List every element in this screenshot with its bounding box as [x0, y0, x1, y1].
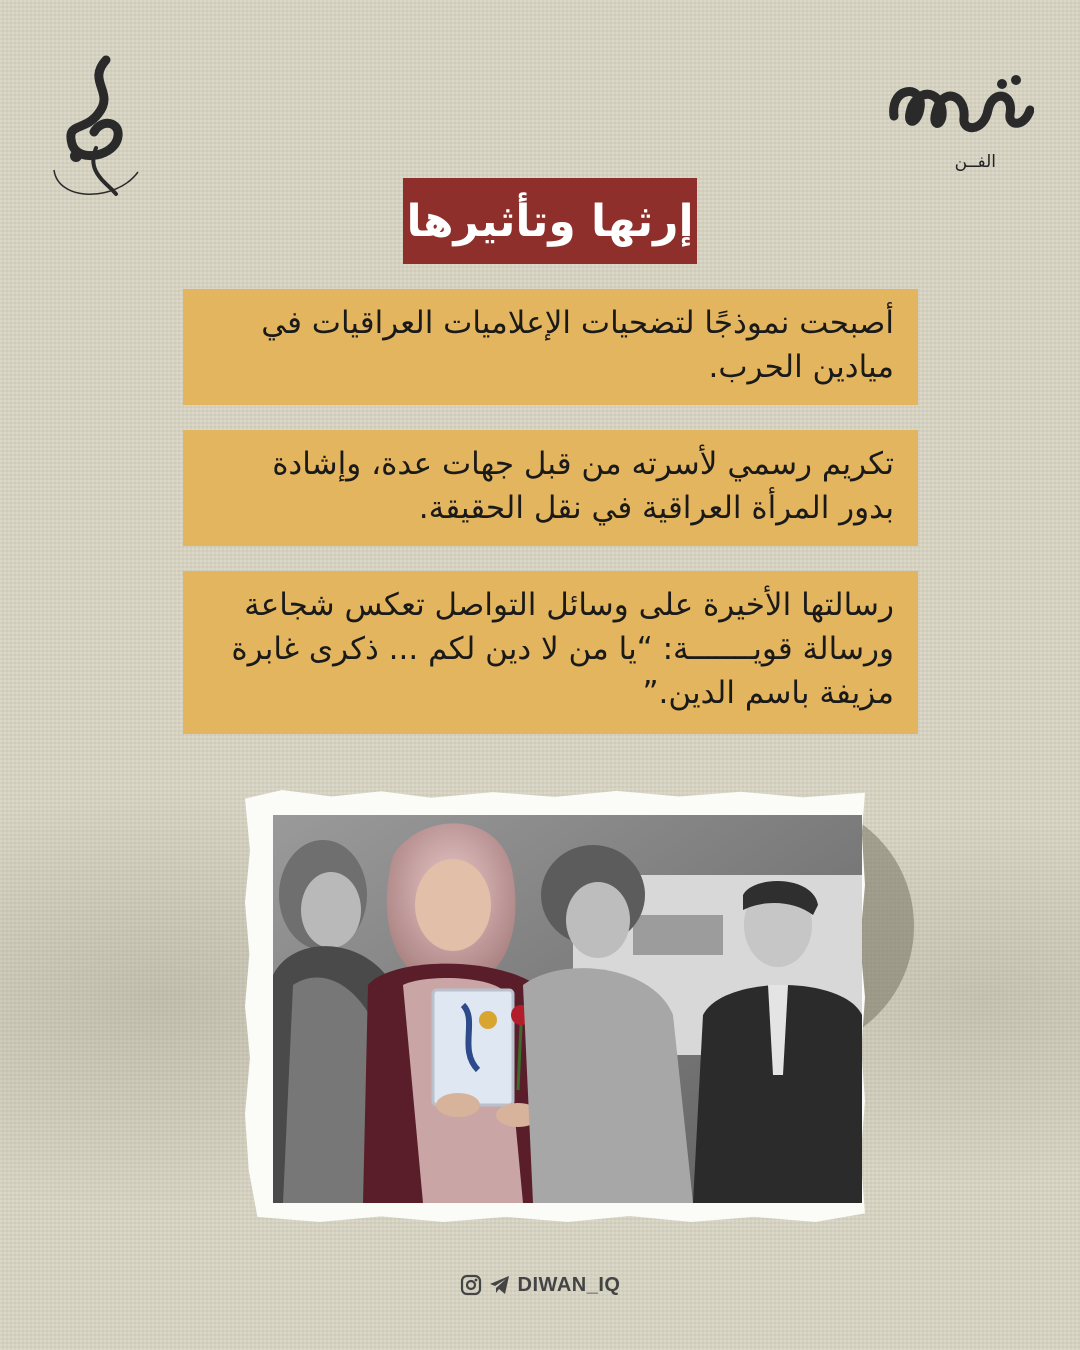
photo-illustration	[273, 815, 862, 1203]
footer-social	[0, 1270, 1080, 1300]
calligraphy-mark-icon	[46, 52, 146, 202]
diwan-calligraphy-logo-icon	[884, 66, 1034, 156]
telegram-icon[interactable]	[488, 1274, 512, 1296]
social-handle[interactable]: DIWAN_IQ	[517, 1273, 621, 1296]
info-card-3: رسالتها الأخيرة على وسائل التواصل تعكس شجاعة ورسالة قويـــــــة: “يا من لا دين لكم ... ذكرى غابرة مزيفة باسم الدين.”	[183, 571, 918, 734]
info-card-1: أصبحت نموذجًا لتضحيات الإعلاميات العراقيات في ميادين الحرب.	[183, 289, 918, 405]
logo-subtitle: الفــن	[954, 152, 996, 172]
section-title: إرثها وتأثيرها	[403, 178, 697, 264]
left-calligraphy-logo	[46, 52, 146, 202]
diwan-logo	[884, 66, 1034, 176]
info-card-2: تكريم رسمي لأسرته من قبل جهات عدة، وإشادة بدور المرأة العراقية في نقل الحقيقة.	[183, 430, 918, 546]
instagram-icon[interactable]	[460, 1274, 482, 1296]
award-ceremony-photo	[273, 815, 862, 1203]
